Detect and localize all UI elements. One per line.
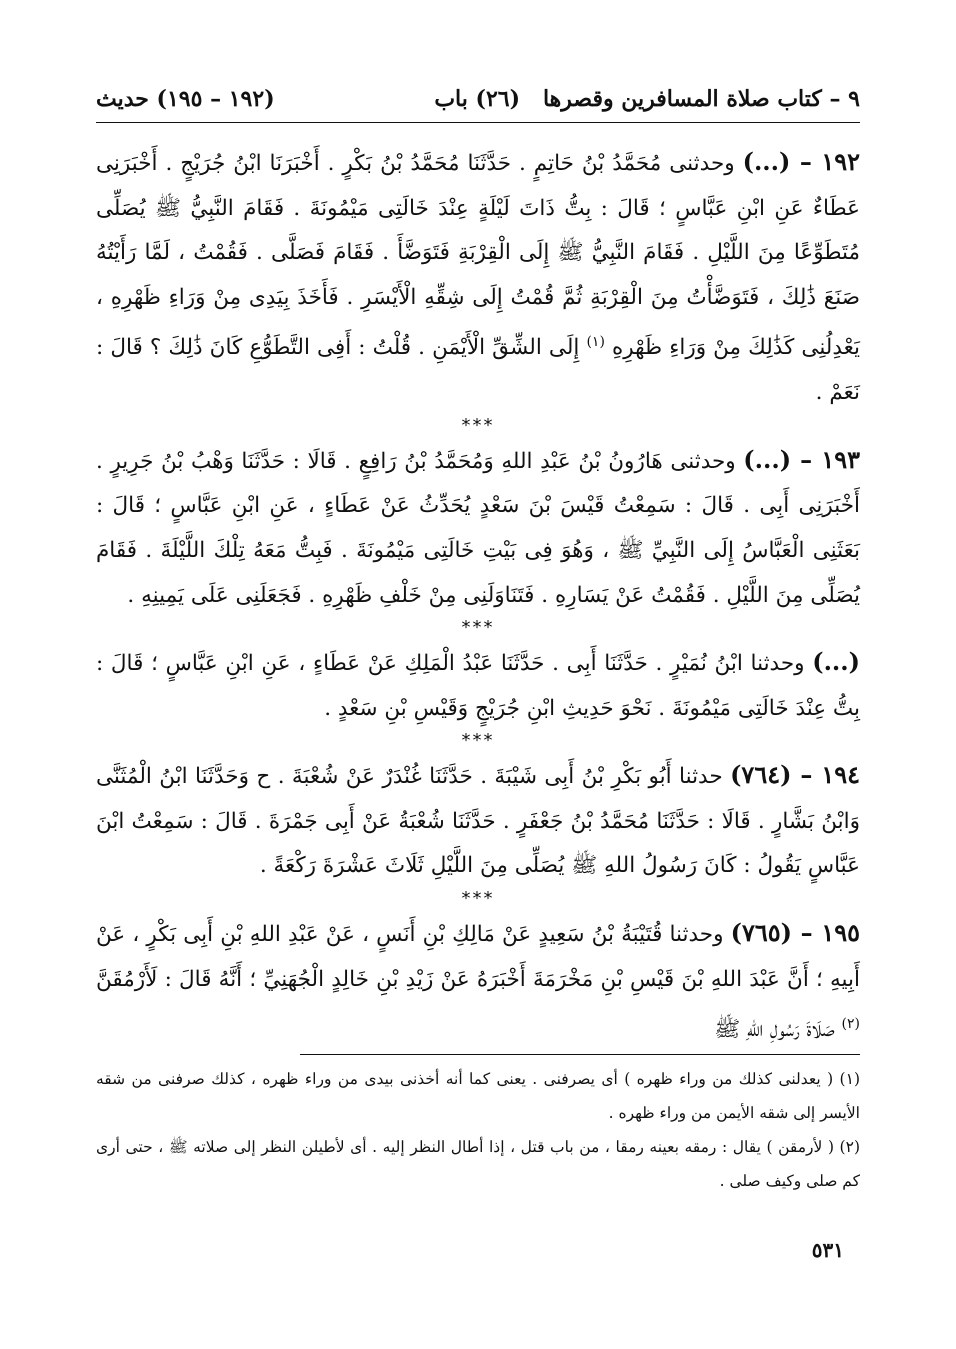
hadith-text: وحدثنا قُتَيْبَةُ بْنُ سَعِيدٍ عَنْ مَالِكِ بْنِ أَنَسٍ ، عَنْ عَبْدِ اللهِ بْنِ أَبِى بَكْرٍ ، عَنْ أَبِيهِ ؛ أَنَّ عَبْدَ اللهِ بْنَ قَيْسِ بْنِ مَخْرَمَةَ أَخْبَرَهُ عَنْ زَيْدِ بْنِ خَالِدٍ الْجُهَنِيِّ ؛ أَنَّهُ قَالَ : لَأَرْمُقَنَّ <box>96 922 860 992</box>
page-number: ٥٣١ <box>811 1238 844 1262</box>
section-separator: *** <box>461 617 495 639</box>
hadith-number: (...) <box>812 647 860 677</box>
hadith-range: (١٩٢ – ١٩٥) حديث <box>96 86 275 112</box>
main-text <box>96 140 860 1053</box>
footnote-divider <box>300 1054 860 1055</box>
hadith-text: وحدثنى هَارُونُ بْنُ عَبْدِ اللهِ وَمُحَمَّدُ بْنُ رَافِعٍ . قَالَا : حَدَّثَنَا وَهْبُ بْنُ جَرِيرٍ . أَخْبَرَنِى أَبِى . قَالَ : سَمِعْتُ قَيْسَ بْنَ سَعْدٍ يُحَدِّثُ عَنْ عَطَاءٍ ، عَنِ ابْنِ عَبَّاسٍ ؛ قَالَ : بَعَثَنِى الْعَبَّاسُ إِلَى النَّبِيِّ ﷺ ، وَهُوَ فِى بَيْتِ خَالَتِى مَيْمُونَةَ . فَبِتُّ مَعَهُ تِلْكَ اللَّيْلَةَ . فَقَامَ يُصَلِّى مِنَ اللَّيْلِ . فَقُمْتُ عَنْ يَسَارِهِ . فَتَنَاوَلَنِى مِنْ خَلْفِ ظَهْرِهِ . فَجَعَلَنِى عَلَى يَمِينِهِ . <box>96 448 860 608</box>
footnote-1: (١) ( يعدلنى كذلك من وراء ظهره ) أى يصرفنى . يعنى كما أنه أخذنى بيدى من وراء ظهره ، كذلك صرفنى من شقه الأيسر إلى شقه الأيمن من وراء ظهره . <box>96 1070 860 1122</box>
footnote-ref: (١) <box>586 334 605 351</box>
hadith-text: وحدثنى مُحَمَّدُ بْنُ حَاتِمٍ . حَدَّثَنَا مُحَمَّدُ بْنُ بَكْرٍ . أَخْبَرَنَا ابْنُ جُرَيْجٍ . أَخْبَرَنِى عَطَاءٌ عَنِ ابْنِ عَبَّاسٍ ؛ قَالَ : بِتُّ ذَاتَ لَيْلَةٍ عِنْدَ خَالَتِى مَيْمُونَةَ . فَقَامَ النَّبِيُّ ﷺ يُصَلِّى مُتَطَوِّعًا مِنَ اللَّيْلِ . فَقَامَ النَّبِيُّ ﷺ إِلَى الْقِرْبَةِ فَتَوَضَّأَ . فَقَامَ فَصَلَّى . فَقُمْتُ ، لَمَّا رَأَيْتُهُ صَنَعَ ذَٰلِكَ ، فَتَوَضَّأْتُ مِنَ الْقِرْبَةِ ثُمَّ قُمْتُ إِلَى شِقِّهِ الْأَيْسَرِ . فَأَخَذَ بِيَدِى مِنْ وَرَاءِ ظَهْرِهِ ، يَعْدِلُنِى كَذَٰلِكَ مِنْ وَرَاءِ ظَهْرِهِ <box>96 151 860 361</box>
hadith-194 <box>96 753 860 889</box>
hadith-number: ١٩٤ – (٧٦٤) <box>730 760 860 790</box>
running-header <box>96 82 860 120</box>
hadith-192 <box>96 140 860 416</box>
section-separator: *** <box>461 888 495 910</box>
header-divider <box>96 122 860 123</box>
section-separator: *** <box>461 414 495 436</box>
hadith-number: ١٩٢ – (...) <box>742 147 860 176</box>
chapter-title: ٩ – كتاب صلاة المسافرين وقصرها <box>542 86 860 112</box>
bab-title: (٢٦) باب <box>434 86 520 112</box>
hadith-text-continued: صَلَاةَ رَسُولِ اللهِ ﷺ <box>714 1017 835 1043</box>
section-separator: *** <box>461 730 495 752</box>
hadith-text-continued: إِلَى الشِّقِّ الْأَيْمَنِ . قُلْتُ : أَفِى التَّطَوُّعِ كَانَ ذَٰلِكَ ؟ قَالَ : نَعَمْ . <box>96 335 860 406</box>
hadith-195 <box>96 911 860 1053</box>
footnotes <box>96 1062 860 1198</box>
hadith-number: ١٩٣ – (...) <box>743 444 860 474</box>
hadith-193 <box>96 438 860 618</box>
hadith-193-variant <box>96 640 860 731</box>
hadith-text: وحدثنا ابْنُ نُمَيْرٍ . حَدَّثَنَا أَبِى . حَدَّثَنَا عَبْدُ الْمَلِكِ عَنْ عَطَاءٍ ، عَنِ ابْنِ عَبَّاسٍ ؛ قَالَ : بِتُّ عِنْدَ خَالَتِى مَيْمُونَةَ . نَحْوَ حَدِيثِ ابْنِ جُرَيْجٍ وَقَيْسِ بْنِ سَعْدٍ . <box>96 651 860 721</box>
footnote-ref: (٢) <box>841 1016 860 1033</box>
hadith-number: ١٩٥ – (٧٦٥) <box>730 918 860 948</box>
footnote-2: (٢) ( لأرمقن ) يقال : رمقه بعينه رمقا ، من باب قتل ، إذا أطال النظر إليه . أى لأطيلن النظر إلى صلاته ﷺ ، حتى أرى كم صلى وكيف صلى . <box>96 1138 860 1190</box>
hadith-text: حدثنا أَبُو بَكْرِ بْنُ أَبِى شَيْبَةَ . حَدَّثَنَا غُنْدَرٌ عَنْ شُعْبَةَ . ح وَحَدَّثَنَا ابْنُ الْمُثَنَّى وَابْنُ بَشَّارٍ . قَالَا : حَدَّثَنَا مُحَمَّدُ بْنُ جَعْفَرٍ . حَدَّثَنَا شُعْبَةُ عَنْ أَبِى جَمْرَةَ . قَالَ : سَمِعْتُ ابْنَ عَبَّاسٍ يَقُولُ : كَانَ رَسُولُ اللهِ ﷺ يُصَلِّى مِنَ اللَّيْلِ ثَلَاثَ عَشْرَةَ رَكْعَةً . <box>96 764 860 879</box>
